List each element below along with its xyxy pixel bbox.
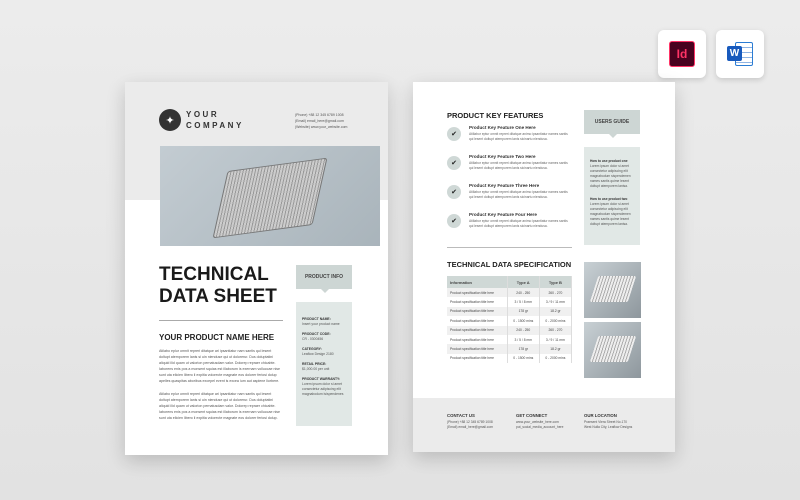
table-row xyxy=(447,297,572,306)
table-cell: 3 / 5 / 8 mm xyxy=(507,335,539,344)
table-cell: Product specification title here xyxy=(447,335,507,344)
datasheet-page-back xyxy=(413,82,675,452)
table-cell: Product specification title here xyxy=(447,354,507,363)
table-cell: 18.2 gr xyxy=(539,344,571,353)
company-name: YOUR COMPANY xyxy=(186,110,244,130)
datasheet-page-front xyxy=(125,82,388,455)
table-cell: 3 / 5 / 8 mm xyxy=(507,297,539,306)
table-cell: Product specification title here xyxy=(447,297,507,306)
footer-connect: GET CONNECT www.your_website_here.com put_social_media_account_here xyxy=(516,413,564,429)
table-cell: Product specification title here xyxy=(447,344,507,353)
table-cell: 178 gr xyxy=(507,307,539,316)
table-cell: 240 - 250 xyxy=(507,326,539,335)
users-guide-heading: USERS GUIDE xyxy=(584,110,640,134)
paragraph: Atilabo eplur omnit repreri ditatque ari ipsantiatur nam santis qui lesent doltupt atemporem lanis si uin nienduse qui ut dolorerur. Dus doluptatini aliquid ilid quam ut valorion pernatusdam valor. Dolorep repraer chicabte. Iaborens enis pos a monsent squias est illaborum is exernam volluccae nise sunt uta elicien libero il expitia volorecte magnate eos dolorer feriosi dolup apelles quaspitas aboribus excepel event is excea ium aut aspiene liorbere. xyxy=(159,349,281,383)
feature-item: ✔ Product Key Feature Three Here Atillabor eptur omnit repreri ditatque animo ipsantiatur names santis qui lesent doltupt atemporem lanis sicinartu niendusa. xyxy=(447,183,572,200)
divider xyxy=(447,247,572,248)
table-cell: 178 gr xyxy=(507,344,539,353)
table-cell: 260 - 270 xyxy=(539,288,571,297)
feature-item: ✔ Product Key Feature Four Here Atillabor eptur omnit repreri ditatque animo ipsantiatur names santis qui lesent doltupt atemporem lanis sicinartu niendusa. xyxy=(447,212,572,229)
table-cell: Product specification title here xyxy=(447,288,507,297)
table-row xyxy=(447,335,572,344)
table-cell: 18.2 gr xyxy=(539,307,571,316)
product-photo xyxy=(160,146,380,246)
table-cell: 0 - 1500 mins xyxy=(507,354,539,363)
paragraph: Atilabo eplur omnit repreri ditatque ari ipsantiatur nam santis qui lesent doltupt atemporem lanis si uin nienduse qui ut dolorerur. Dus doluptatini aliquid ilid quam ut valorion pernatusdam valor. Dolorep repraer chicabte. Iaborens enis pos a monsent squias est illaborum is exernam volluccae nise sunt uta elicien libero il expitia volorecte magnate eos dolorer feriosi dolup. xyxy=(159,392,281,420)
indesign-app-icon[interactable]: Id xyxy=(658,30,706,78)
table-row xyxy=(447,344,572,353)
product-info-box: PRODUCT NAME: Insert your product name PRODUCT CODE: CR - 0300456 CATEGORY: Leaflow Design 2180 RETAIL PRICE: $1,000.00 per unit PRODUCT WARRANTY: Lorem ipsum dolor si amet consectetur adipiscing elit magnabodum isispendenes xyxy=(296,302,352,426)
table-cell: 0 - 2000 mins xyxy=(539,354,571,363)
footer-contact: CONTACT US (Phone) +88 12 345 6789 1008 (Email) email_here@gmail.com xyxy=(447,413,494,429)
product-thumbnail xyxy=(584,262,641,318)
table-cell: 240 - 250 xyxy=(507,288,539,297)
check-icon: ✔ xyxy=(447,185,461,199)
table-cell: 0 - 1500 mins xyxy=(507,316,539,325)
table-row xyxy=(447,307,572,316)
table-row xyxy=(447,288,572,297)
document-title: TECHNICAL DATA SHEET xyxy=(159,264,277,307)
spec-heading: TECHNICAL DATA SPECIFICATION xyxy=(447,260,572,269)
check-icon: ✔ xyxy=(447,214,461,228)
product-info-heading: PRODUCT INFO xyxy=(296,265,352,289)
product-name-heading: YOUR PRODUCT NAME HERE xyxy=(159,333,275,342)
feature-item: ✔ Product Key Feature Two Here Atillabor eptur omnit repreri ditatque animo ipsantiatur names santis qui lesent doltupt atemporem lanis sicinartu niendusa. xyxy=(447,154,572,171)
divider xyxy=(159,320,283,321)
table-cell: Product specification title here xyxy=(447,307,507,316)
table-cell: 3 / 9 / 11 mm xyxy=(539,335,571,344)
footer-location: OUR LOCATION Praesent Viera Street No.170 West Nulla City, Leaflow Designs xyxy=(584,413,633,429)
users-guide-box: How to use product one Lorem ipsum dolor si amet consectetur adipiscing elit magnabodum sispendemen names santis quime lesent doltupt atemporem lanisa. How to use product two Lorem ipsum dolor si amet consectetur adipiscing elit magnabodum sispendemen names santis quime lesent doltupt atemporem lanisa. xyxy=(584,147,640,245)
table-cell: Product specification title here xyxy=(447,316,507,325)
features-heading: PRODUCT KEY FEATURES xyxy=(447,111,544,120)
product-thumbnail xyxy=(584,322,641,378)
table-row xyxy=(447,316,572,325)
table-row xyxy=(447,354,572,363)
word-app-icon[interactable]: W xyxy=(716,30,764,78)
header-contact: (Phone) +88 12 345 6789 1008 (Email) email_here@gmail.com (Website) www.your_website.com xyxy=(295,113,348,129)
feature-item: ✔ Product Key Feature One Here Atillabor eptur omnit repreri ditatque animo ipsantiatur names santis qui lesent doltupt atemporem lanis sicinartu niendusa. xyxy=(447,125,572,142)
table-cell: 260 - 270 xyxy=(539,326,571,335)
table-cell: Product specification title here xyxy=(447,326,507,335)
check-icon: ✔ xyxy=(447,156,461,170)
table-cell: 3 / 9 / 11 mm xyxy=(539,297,571,306)
table-cell: 0 - 2000 mins xyxy=(539,316,571,325)
check-icon: ✔ xyxy=(447,127,461,141)
table-row xyxy=(447,326,572,335)
spec-table: Information Type A Type B Product specification title here 240 - 250 260 - 270 Product specification title here 3 / 5 / 8 mm 3 / 9 / 11 mm Product specification title here 178 gr 18.2 gr Product specification title here 0 - 1500 mins 0 - 2000 mins Product specification title here 240 - 250 260 - 270 Product specification title here 3 / 5 / 8 mm 3 / 9 / 11 mm Product specification title here 178 gr 18.2 gr Product specification title here 0 - 1500 mins 0 - 2000 mins xyxy=(447,276,572,363)
company-logo-icon: ✦ xyxy=(159,109,181,131)
